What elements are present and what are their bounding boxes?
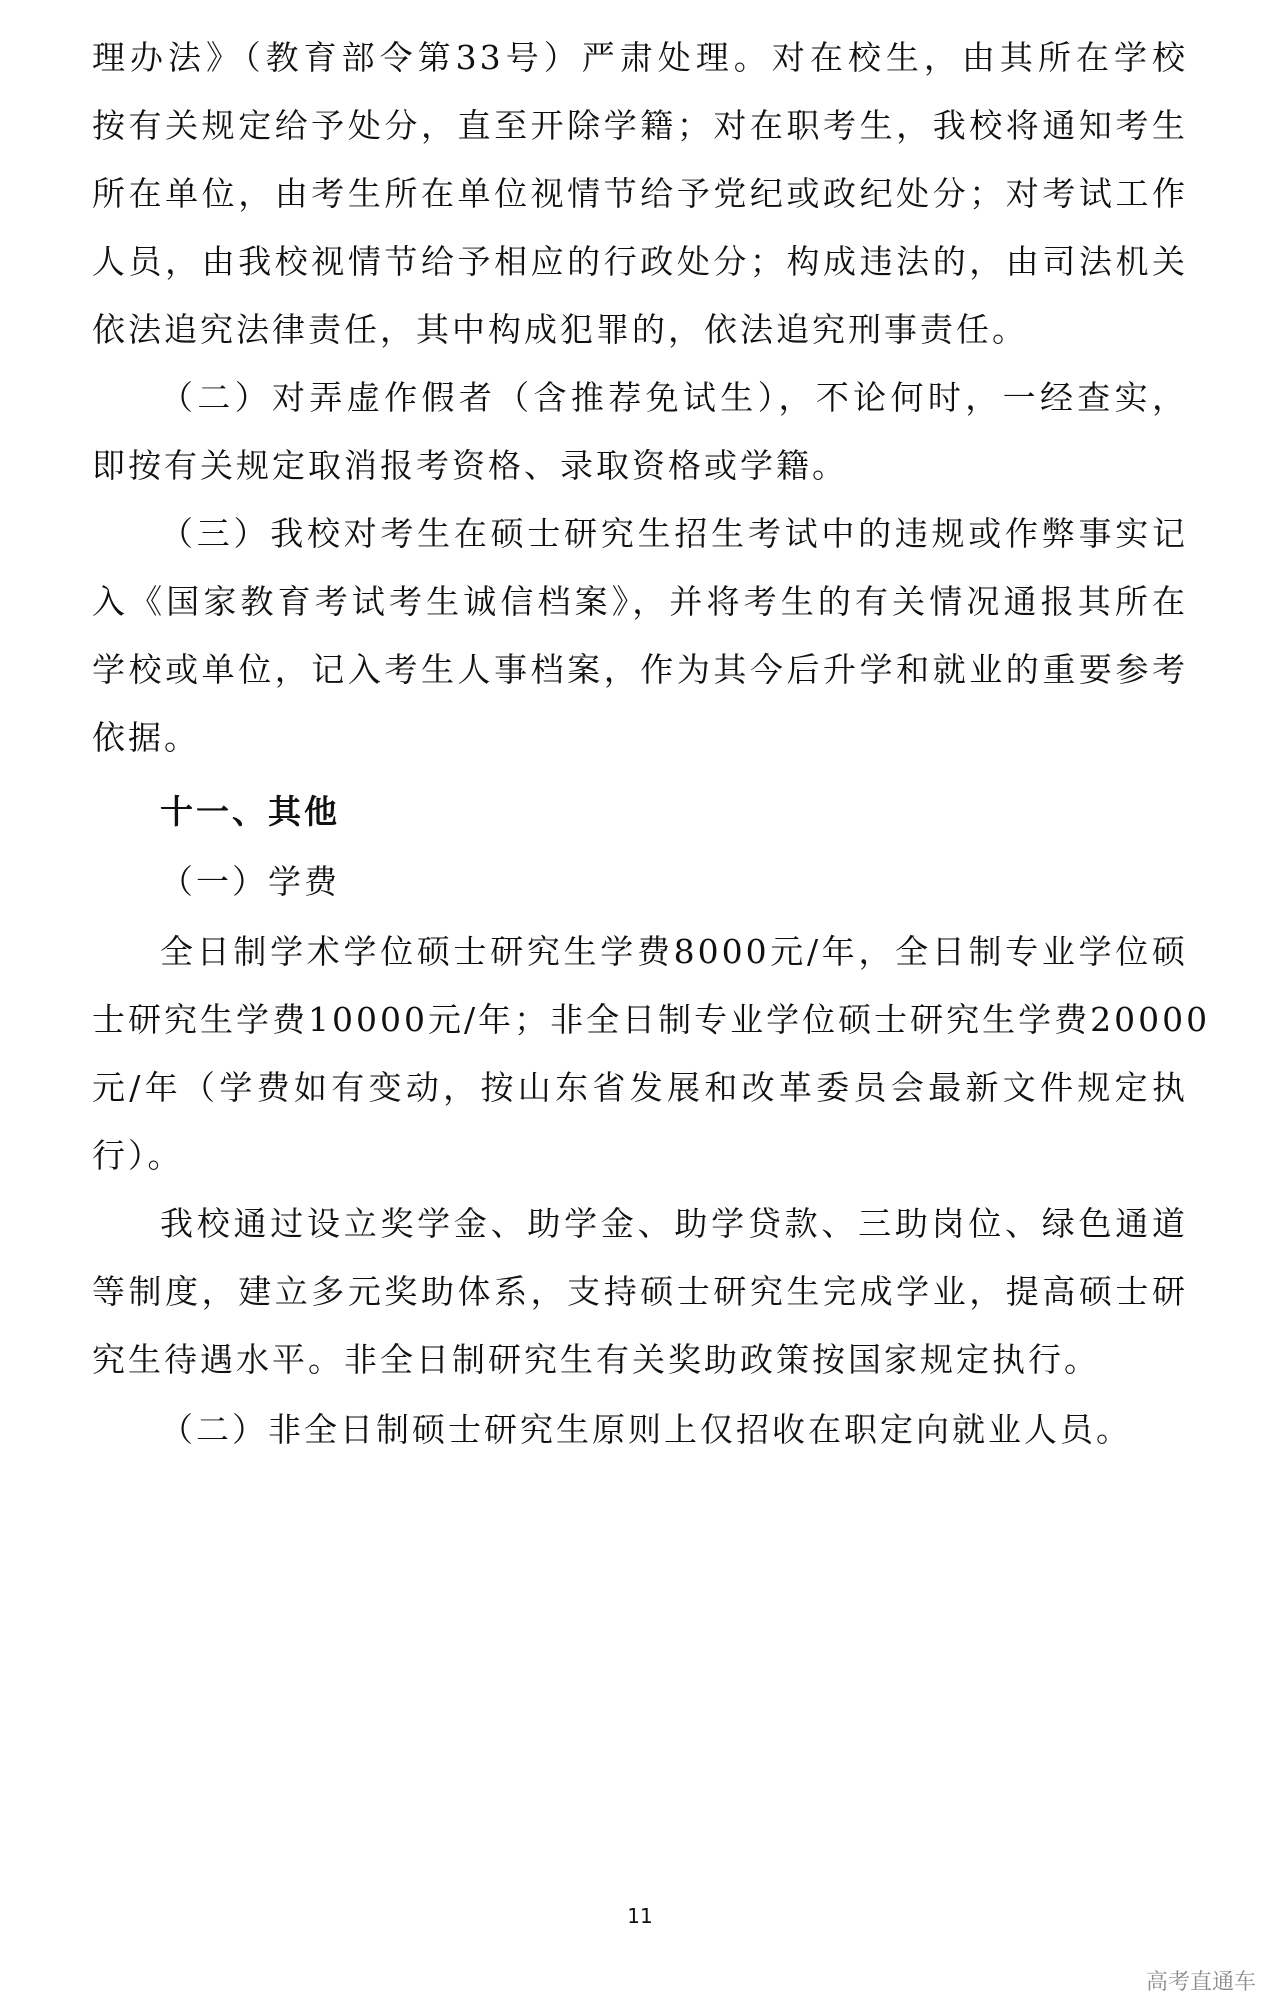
paragraph-start: 全日制学术学位硕士研究生学费8000元/年，全日制专业学位硕 (160, 932, 1188, 971)
watermark-text: 高考直通车 (1145, 1970, 1256, 1995)
section-heading: 十一、其他 (160, 792, 340, 831)
paragraph-start: （二）非全日制硕士研究生原则上仅招收在职定向就业人员。 (160, 1410, 1132, 1449)
body-line: 理办法》（教育部令第33号）严肃处理。对在校生，由其所在学校 (92, 38, 1188, 77)
body-line: 学校或单位，记入考生人事档案，作为其今后升学和就业的重要参考 (92, 650, 1188, 689)
body-line: 所在单位，由考生所在单位视情节给予党纪或政纪处分；对考试工作 (92, 174, 1188, 213)
body-line: 等制度，建立多元奖助体系，支持硕士研究生完成学业，提高硕士研 (92, 1272, 1188, 1311)
page-number: 11 (627, 1904, 653, 1928)
body-line: 元/年（学费如有变动，按山东省发展和改革委员会最新文件规定执 (92, 1068, 1188, 1107)
body-line: 依法追究法律责任，其中构成犯罪的，依法追究刑事责任。 (92, 310, 1028, 349)
paragraph-start: 我校通过设立奖学金、助学金、助学贷款、三助岗位、绿色通道 (160, 1204, 1188, 1243)
body-line: 究生待遇水平。非全日制研究生有关奖助政策按国家规定执行。 (92, 1340, 1100, 1379)
body-line: 士研究生学费10000元/年；非全日制专业学位硕士研究生学费20000 (92, 1000, 1211, 1039)
paragraph-start: （二）对弄虚作假者（含推荐免试生），不论何时，一经查实， (160, 378, 1188, 417)
body-line: 行）。 (92, 1136, 184, 1175)
body-line: 依据。 (92, 718, 200, 757)
paragraph-start: （三）我校对考生在硕士研究生招生考试中的违规或作弊事实记 (160, 514, 1188, 553)
body-line: 入《国家教育考试考生诚信档案》，并将考生的有关情况通报其所在 (92, 582, 1188, 621)
body-line: 按有关规定给予处分，直至开除学籍；对在职考生，我校将通知考生 (92, 106, 1188, 145)
body-line: 即按有关规定取消报考资格、录取资格或学籍。 (92, 446, 848, 485)
subsection-heading: （一）学费 (160, 862, 340, 901)
body-line: 人员，由我校视情节给予相应的行政处分；构成违法的，由司法机关 (92, 242, 1188, 281)
